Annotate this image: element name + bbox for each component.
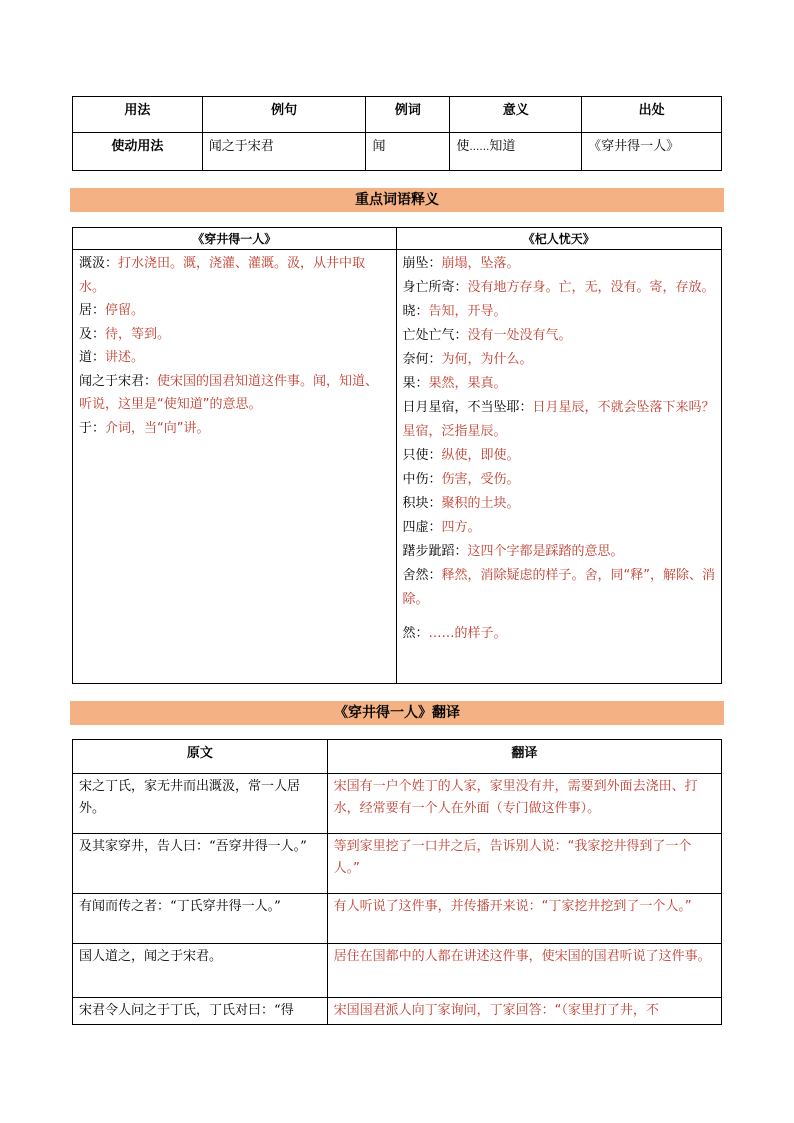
meaning-dots: ……	[469, 142, 490, 153]
header-meaning: 意义	[450, 97, 582, 133]
glossary-table	[72, 227, 722, 684]
table-row	[73, 834, 722, 894]
glossary-entry: 崩坠：崩塌，坠落。	[402, 256, 520, 271]
glossary-entry: 积块：聚积的土块。	[402, 496, 520, 511]
section-title-glossary: 重点词语释义	[70, 188, 724, 212]
glossary-entry: 果：果然，果真。	[402, 376, 507, 391]
entry-spacer	[403, 612, 716, 622]
glossary-entry: 中伤：伤害，受伤。	[402, 472, 520, 487]
translated-text: 有人听说了这件事，并传播开来说：“丁家挖井挖到了一个人。”	[327, 894, 721, 944]
table-row	[73, 944, 722, 998]
section-title-translation: 《穿井得一人》翻译	[70, 701, 724, 725]
glossary-entry: 身亡所寄：没有地方存身。亡，无，没有。寄，存放。	[402, 280, 715, 295]
header-word: 例词	[366, 97, 450, 133]
glossary-left-title: 《穿井得一人》	[73, 228, 397, 250]
glossary-left-entries	[73, 250, 397, 684]
header-original: 原文	[73, 740, 328, 774]
glossary-entry: 日月星宿，不当坠耶：日月星辰，不就会坠落下来吗？星宿，泛指星辰。	[402, 400, 715, 439]
glossary-entry: 然：……的样子。	[402, 626, 507, 641]
header-usage: 用法	[73, 97, 203, 133]
cell-usage: 使动用法	[73, 133, 203, 171]
translated-text: 居住在国都中的人都在讲述这件事，使宋国的国君听说了这件事。	[327, 944, 721, 998]
glossary-entry: 只使：纵使，即使。	[402, 448, 520, 463]
usage-table	[72, 96, 722, 171]
table-row	[73, 774, 722, 834]
translated-text: 宋国有一户个姓丁的人家，家里没有井，需要到外面去浇田、打水，经常要有一个人在外面（专门做这件事）。	[327, 774, 721, 834]
glossary-entry: 道：讲述。	[79, 350, 145, 365]
glossary-entry: 四虚：四方。	[402, 520, 481, 535]
meaning-post: 知道	[489, 139, 516, 154]
translated-text: 等到家里挖了一口井之后，告诉别人说：“我家挖井得到了一个人。”	[327, 834, 721, 894]
translation-table	[72, 739, 722, 1025]
header-source: 出处	[582, 97, 722, 133]
glossary-entry: 及：待，等到。	[79, 326, 171, 342]
original-text: 有闻而传之者：“丁氏穿井得一人。”	[73, 894, 328, 944]
header-sentence: 例句	[202, 97, 366, 133]
table-row	[73, 998, 722, 1025]
glossary-entry: 居：停留。	[79, 303, 145, 318]
header-translation: 翻译	[327, 740, 721, 774]
cell-word: 闻	[366, 133, 450, 171]
glossary-entry: 闻之于宋君：使宋国的国君知道这件事。闻，知道、听说，这里是“使知道”的意思。	[79, 373, 379, 412]
meaning-pre: 使	[456, 139, 470, 154]
cell-sentence: 闻之于宋君	[202, 133, 366, 171]
cell-source: 《穿井得一人》	[582, 133, 722, 171]
original-text: 宋君令人问之于丁氏，丁氏对曰：“得	[73, 998, 328, 1025]
original-text: 宋之丁氏，家无井而出溉汲，常一人居外。	[73, 774, 328, 834]
original-text: 国人道之，闻之于宋君。	[73, 944, 328, 998]
glossary-right-entries	[396, 250, 722, 684]
translated-text: 宋国国君派人向丁家询问，丁家回答：“（家里打了井，不	[327, 998, 721, 1025]
glossary-right-title: 《杞人忧天》	[396, 228, 722, 250]
glossary-entry: 晓：告知，开导。	[402, 304, 507, 319]
original-text: 及其家穿井，告人曰：“吾穿井得一人。”	[73, 834, 328, 894]
glossary-entry: 躇步跐蹈：这四个字都是踩踏的意思。	[402, 544, 624, 559]
glossary-entry: 奈何：为何，为什么。	[402, 352, 533, 367]
glossary-entry: 舍然：释然，消除疑虑的样子。舍，同“释”，解除、消除。	[402, 568, 715, 607]
table-row	[73, 894, 722, 944]
glossary-entry: 亡处亡气：没有一处没有气。	[402, 328, 572, 343]
glossary-entry: 溉汲：打水浇田。溉，浇灌、灌溉。汲，从井中取水。	[79, 256, 366, 295]
glossary-entry: 于：介词，当“向”讲。	[79, 420, 210, 436]
cell-meaning	[450, 133, 582, 171]
